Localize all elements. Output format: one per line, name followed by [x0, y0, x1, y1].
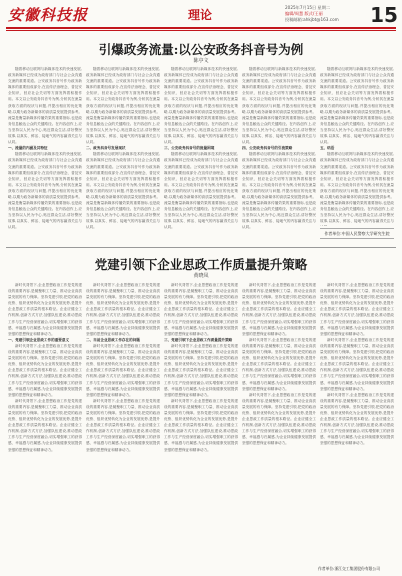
article2-author-note: 作者单位:浙江交工集团股份有限公司	[318, 566, 381, 571]
article2-paragraph: 新时代背景下,企业思想政治工作是党的建设的重要内容,是凝聚职工力量、推动企业高质量发展的有力保障。坚持党建引领,把党的政治优势、组织优势转化为企业的发展优势,是提升企业思政工作质量的根本路径。企业应健全工作机制,创新方式方法,加强队伍建设,推动思政工作与生产经营深度融合,切实增强职工的获得感、幸福感与归属感,为企业持续健康发展提供坚强的思想保证和精神动力。	[242, 283, 316, 336]
article2-column-5	[320, 282, 394, 564]
article1-paragraph: 随着移动互联网与新媒体技术的快速发展,政务新媒体已经成为政府部门与社会公众沟通交流的重要渠道。公安政务抖音号作为政务新媒体的重要组成部分,在宣传法治理念、普及安全知识、回应社会关切等方面发挥着积极作用。本文以公安政务抖音号为例,分析其在流量获取方面的现状与问题,并提出相应的优化策略,以期为政务新媒体的高质量发展提供参考。流量是衡量新媒体传播效果的重要指标,也是政务信息触达公众的关键路径。在内容创作上,应当坚持以人民为中心,贴近群众生活,讲好警民故事,以真实、鲜活、接地气的内容赢得关注与认同。	[86, 67, 160, 145]
article2-byline: 黄晓凤	[193, 273, 209, 279]
masthead-rule-thin	[6, 30, 396, 31]
article1-author-note: 作者单位:中国人民警察大学研究生院	[320, 228, 394, 239]
issue-meta	[285, 5, 365, 23]
newspaper-logo: 安徽科技报	[8, 6, 89, 24]
article2-paragraph: 新时代背景下,企业思想政治工作是党的建设的重要内容,是凝聚职工力量、推动企业高质量发展的有力保障。坚持党建引领,把党的政治优势、组织优势转化为企业的发展优势,是提升企业思政工作质量的根本路径。企业应健全工作机制,创新方式方法,加强队伍建设,推动思政工作与生产经营深度融合,切实增强职工的获得感、幸福感与归属感,为企业持续健康发展提供坚强的思想保证和精神动力。	[320, 337, 394, 391]
article1-subheading-4: 四、公安政务抖音号的引流策略	[242, 146, 293, 151]
article2-paragraph: 新时代背景下,企业思想政治工作是党的建设的重要内容,是凝聚职工力量、推动企业高质量发展的有力保障。坚持党建引领,把党的政治优势、组织优势转化为企业的发展优势,是提升企业思政工作质量的根本路径。企业应健全工作机制,创新方式方法,加强队伍建设,推动思政工作与生产经营深度融合,切实增强职工的获得感、幸福感与归属感,为企业持续健康发展提供坚强的思想保证和精神动力。	[320, 283, 394, 336]
article1-paragraph: 随着移动互联网与新媒体技术的快速发展,政务新媒体已经成为政府部门与社会公众沟通交流的重要渠道。公安政务抖音号作为政务新媒体的重要组成部分,在宣传法治理念、普及安全知识、回应社会关切等方面发挥着积极作用。本文以公安政务抖音号为例,分析其在流量获取方面的现状与问题,并提出相应的优化策略,以期为政务新媒体的高质量发展提供参考。流量是衡量新媒体传播效果的重要指标,也是政务信息触达公众的关键路径。在内容创作上,应当坚持以人民为中心,贴近群众生活,讲好警民故事,以真实、鲜活、接地气的内容赢得关注与认同。	[8, 152, 82, 230]
article1-paragraph: 随着移动互联网与新媒体技术的快速发展,政务新媒体已经成为政府部门与社会公众沟通交流的重要渠道。公安政务抖音号作为政务新媒体的重要组成部分,在宣传法治理念、普及安全知识、回应社会关切等方面发挥着积极作用。本文以公安政务抖音号为例,分析其在流量获取方面的现状与问题,并提出相应的优化策略,以期为政务新媒体的高质量发展提供参考。流量是衡量新媒体传播效果的重要指标,也是政务信息触达公众的关键路径。在内容创作上,应当坚持以人民为中心,贴近群众生活,讲好警民故事,以真实、鲜活、接地气的内容赢得关注与认同。	[242, 152, 316, 230]
article1-column-5	[320, 66, 394, 226]
article1-paragraph: 随着移动互联网与新媒体技术的快速发展,政务新媒体已经成为政府部门与社会公众沟通交流的重要渠道。公安政务抖音号作为政务新媒体的重要组成部分,在宣传法治理念、普及安全知识、回应社会关切等方面发挥着积极作用。本文以公安政务抖音号为例,分析其在流量获取方面的现状与问题,并提出相应的优化策略,以期为政务新媒体的高质量发展提供参考。流量是衡量新媒体传播效果的重要指标,也是政务信息触达公众的关键路径。在内容创作上,应当坚持以人民为中心,贴近群众生活,讲好警民故事,以真实、鲜活、接地气的内容赢得关注与认同。	[164, 67, 238, 145]
article2-column-3	[164, 282, 238, 572]
article2-column-2	[86, 282, 160, 572]
issue-date: 2025年7月15日 星期二	[285, 5, 331, 10]
article2-paragraph: 新时代背景下,企业思想政治工作是党的建设的重要内容,是凝聚职工力量、推动企业高质量发展的有力保障。坚持党建引领,把党的政治优势、组织优势转化为企业的发展优势,是提升企业思政工作质量的根本路径。企业应健全工作机制,创新方式方法,加强队伍建设,推动思政工作与生产经营深度融合,切实增强职工的获得感、幸福感与归属感,为企业持续健康发展提供坚强的思想保证和精神动力。	[320, 392, 394, 446]
article2-paragraph: 新时代背景下,企业思想政治工作是党的建设的重要内容,是凝聚职工力量、推动企业高质量发展的有力保障。坚持党建引领,把党的政治优势、组织优势转化为企业的发展优势,是提升企业思政工作质量的根本路径。企业应健全工作机制,创新方式方法,加强队伍建设,推动思政工作与生产经营深度融合,切实增强职工的获得感、幸福感与归属感,为企业持续健康发展提供坚强的思想保证和精神动力。	[164, 283, 238, 336]
article1-title: 引爆政务流量:以公安政务抖音号为例	[98, 42, 304, 57]
article1-column-4	[242, 66, 316, 244]
article1-column-2	[86, 66, 160, 244]
article2-paragraph: 新时代背景下,企业思想政治工作是党的建设的重要内容,是凝聚职工力量、推动企业高质量发展的有力保障。坚持党建引领,把党的政治优势、组织优势转化为企业的发展优势,是提升企业思政工作质量的根本路径。企业应健全工作机制,创新方式方法,加强队伍建设,推动思政工作与生产经营深度融合,切实增强职工的获得感、幸福感与归属感,为企业持续健康发展提供坚强的思想保证和精神动力。	[164, 343, 238, 397]
article2-paragraph: 新时代背景下,企业思想政治工作是党的建设的重要内容,是凝聚职工力量、推动企业高质量发展的有力保障。坚持党建引领,把党的政治优势、组织优势转化为企业的发展优势,是提升企业思政工作质量的根本路径。企业应健全工作机制,创新方式方法,加强队伍建设,推动思政工作与生产经营深度融合,切实增强职工的获得感、幸福感与归属感,为企业持续健康发展提供坚强的思想保证和精神动力。	[8, 283, 82, 336]
article2-subheading-3: 三、党建引领下企业思政工作质量提升策略	[164, 337, 233, 342]
article2-paragraph: 新时代背景下,企业思想政治工作是党的建设的重要内容,是凝聚职工力量、推动企业高质量发展的有力保障。坚持党建引领,把党的政治优势、组织优势转化为企业的发展优势,是提升企业思政工作质量的根本路径。企业应健全工作机制,创新方式方法,加强队伍建设,推动思政工作与生产经营深度融合,切实增强职工的获得感、幸福感与归属感,为企业持续健康发展提供坚强的思想保证和精神动力。	[164, 398, 238, 452]
article2-title: 党建引领下企业思政工作质量提升策略	[94, 257, 308, 272]
article1-paragraph: 随着移动互联网与新媒体技术的快速发展,政务新媒体已经成为政府部门与社会公众沟通交流的重要渠道。公安政务抖音号作为政务新媒体的重要组成部分,在宣传法治理念、普及安全知识、回应社会关切等方面发挥着积极作用。本文以公安政务抖音号为例,分析其在流量获取方面的现状与问题,并提出相应的优化策略,以期为政务新媒体的高质量发展提供参考。流量是衡量新媒体传播效果的重要指标,也是政务信息触达公众的关键路径。在内容创作上,应当坚持以人民为中心,贴近群众生活,讲好警民故事,以真实、鲜活、接地气的内容赢得关注与认同。	[242, 67, 316, 145]
page-number: 15	[370, 3, 398, 27]
article2-paragraph: 新时代背景下,企业思想政治工作是党的建设的重要内容,是凝聚职工力量、推动企业高质量发展的有力保障。坚持党建引领,把党的政治优势、组织优势转化为企业的发展优势,是提升企业思政工作质量的根本路径。企业应健全工作机制,创新方式方法,加强队伍建设,推动思政工作与生产经营深度融合,切实增强职工的获得感、幸福感与归属感,为企业持续健康发展提供坚强的思想保证和精神动力。	[86, 398, 160, 452]
article1-column-3	[164, 66, 238, 244]
article2-subheading-2: 二、当前企业思政工作存在的问题	[86, 337, 140, 342]
section-title: 理论	[188, 8, 213, 22]
article1-column-1	[8, 66, 82, 244]
article2-paragraph: 新时代背景下,企业思想政治工作是党的建设的重要内容,是凝聚职工力量、推动企业高质量发展的有力保障。坚持党建引领,把党的政治优势、组织优势转化为企业的发展优势,是提升企业思政工作质量的根本路径。企业应健全工作机制,创新方式方法,加强队伍建设,推动思政工作与生产经营深度融合,切实增强职工的获得感、幸福感与归属感,为企业持续健康发展提供坚强的思想保证和精神动力。	[86, 343, 160, 397]
article1-subheading-5: 五、结语	[320, 146, 335, 151]
masthead	[0, 0, 402, 34]
article2-paragraph: 新时代背景下,企业思想政治工作是党的建设的重要内容,是凝聚职工力量、推动企业高质量发展的有力保障。坚持党建引领,把党的政治优势、组织优势转化为企业的发展优势,是提升企业思政工作质量的根本路径。企业应健全工作机制,创新方式方法,加强队伍建设,推动思政工作与生产经营深度融合,切实增强职工的获得感、幸福感与归属感,为企业持续健康发展提供坚强的思想保证和精神动力。	[8, 343, 82, 397]
article1-paragraph: 随着移动互联网与新媒体技术的快速发展,政务新媒体已经成为政府部门与社会公众沟通交流的重要渠道。公安政务抖音号作为政务新媒体的重要组成部分,在宣传法治理念、普及安全知识、回应社会关切等方面发挥着积极作用。本文以公安政务抖音号为例,分析其在流量获取方面的现状与问题,并提出相应的优化策略,以期为政务新媒体的高质量发展提供参考。流量是衡量新媒体传播效果的重要指标,也是政务信息触达公众的关键路径。在内容创作上,应当坚持以人民为中心,贴近群众生活,讲好警民故事,以真实、鲜活、接地气的内容赢得关注与认同。	[8, 67, 82, 145]
article1-paragraph: 随着移动互联网与新媒体技术的快速发展,政务新媒体已经成为政府部门与社会公众沟通交流的重要渠道。公安政务抖音号作为政务新媒体的重要组成部分,在宣传法治理念、普及安全知识、回应社会关切等方面发挥着积极作用。本文以公安政务抖音号为例,分析其在流量获取方面的现状与问题,并提出相应的优化策略,以期为政务新媒体的高质量发展提供参考。流量是衡量新媒体传播效果的重要指标,也是政务信息触达公众的关键路径。在内容创作上,应当坚持以人民为中心,贴近群众生活,讲好警民故事,以真实、鲜活、接地气的内容赢得关注与	[320, 152, 394, 224]
article1-paragraph: 随着移动互联网与新媒体技术的快速发展,政务新媒体已经成为政府部门与社会公众沟通交流的重要渠道。公安政务抖音号作为政务新媒体的重要组成部分,在宣传法治理念、普及安全知识、回应社会关切等方面发挥着积极作用。本文以公安政务抖音号为例,分析其在流量获取方面的现状与问题,并提出相应的优化策略,以期为政务新媒体的高质量发展提供参考。流量是衡量新媒体传播效果的重要指标,也是政务信息触达公众的关键路径。在内容创作上,应当坚持以人民为中心,贴近群众生活,讲好警民故事,以真实、鲜活、接地气的内容赢得关注与认同。	[86, 152, 160, 230]
article1-subheading-1: 一、流量的内涵及其特征	[8, 146, 48, 151]
masthead-rule	[6, 27, 396, 29]
article1-subheading-2: 二、政务抖音号发展现状	[86, 146, 126, 151]
article1-paragraph: 随着移动互联网与新媒体技术的快速发展,政务新媒体已经成为政府部门与社会公众沟通交流的重要渠道。公安政务抖音号作为政务新媒体的重要组成部分,在宣传法治理念、普及安全知识、回应社会关切等方面发挥着积极作用。本文以公安政务抖音号为例,分析其在流量获取方面的现状与问题,并提出相应的优化策略,以期为政务新媒体的高质量发展提供参考。流量是衡量新媒体传播效果的重要指标,也是政务信息触达公众的关键路径。在内容创作上,应当坚持以人民为中心,贴近群众生活,讲好警民故事,以真实、鲜活、接地气的内容赢得关注与认同。	[320, 67, 394, 145]
article2-column-1	[8, 282, 82, 572]
editor-credits: 编辑/周慧 版式/王丽	[285, 11, 323, 16]
article1-byline: 陈亭文	[193, 58, 209, 64]
article1-subheading-3: 三、公安政务抖音号的流量困境	[164, 146, 215, 151]
article2-column-4	[242, 282, 316, 572]
article2-paragraph: 新时代背景下,企业思想政治工作是党的建设的重要内容,是凝聚职工力量、推动企业高质量发展的有力保障。坚持党建引领,把党的政治优势、组织优势转化为企业的发展优势,是提升企业思政工作质量的根本路径。企业应健全工作机制,创新方式方法,加强队伍建设,推动思政工作与生产经营深度融合,切实增强职工的获得感、幸福感与归属感,为企业持续健康发展提供坚强的思想保证和精神动力。	[86, 283, 160, 336]
article-divider	[6, 247, 396, 248]
article2-paragraph: 新时代背景下,企业思想政治工作是党的建设的重要内容,是凝聚职工力量、推动企业高质量发展的有力保障。坚持党建引领,把党的政治优势、组织优势转化为企业的发展优势,是提升企业思政工作质量的根本路径。企业应健全工作机制,创新方式方法,加强队伍建设,推动思政工作与生产经营深度融合,切实增强职工的获得感、幸福感与归属感,为企业持续健康发展提供坚强的思想保证和精神动力。	[242, 392, 316, 446]
article2-subheading-1: 一、党建引领企业思政工作的重要意义	[8, 337, 70, 342]
article1-paragraph: 随着移动互联网与新媒体技术的快速发展,政务新媒体已经成为政府部门与社会公众沟通交流的重要渠道。公安政务抖音号作为政务新媒体的重要组成部分,在宣传法治理念、普及安全知识、回应社会关切等方面发挥着积极作用。本文以公安政务抖音号为例,分析其在流量获取方面的现状与问题,并提出相应的优化策略,以期为政务新媒体的高质量发展提供参考。流量是衡量新媒体传播效果的重要指标,也是政务信息触达公众的关键路径。在内容创作上,应当坚持以人民为中心,贴近群众生活,讲好警民故事,以真实、鲜活、接地气的内容赢得关注与认同。	[164, 152, 238, 230]
article2-paragraph: 新时代背景下,企业思想政治工作是党的建设的重要内容,是凝聚职工力量、推动企业高质量发展的有力保障。坚持党建引领,把党的政治优势、组织优势转化为企业的发展优势,是提升企业思政工作质量的根本路径。企业应健全工作机制,创新方式方法,加强队伍建设,推动思政工作与生产经营深度融合,切实增强职工的获得感、幸福感与归属感,为企业持续健康发展提供坚强的思想保证和精神动力。	[242, 337, 316, 391]
article2-paragraph: 新时代背景下,企业思想政治工作是党的建设的重要内容,是凝聚职工力量、推动企业高质量发展的有力保障。坚持党建引领,把党的政治优势、组织优势转化为企业的发展优势,是提升企业思政工作质量的根本路径。企业应健全工作机制,创新方式方法,加强队伍建设,推动思政工作与生产经营深度融合,切实增强职工的获得感、幸福感与归属感,为企业持续健康发展提供坚强的思想保证和精神动力。	[8, 398, 82, 452]
submission-email: 投稿邮箱:ahkjbt@163.com	[285, 17, 339, 22]
